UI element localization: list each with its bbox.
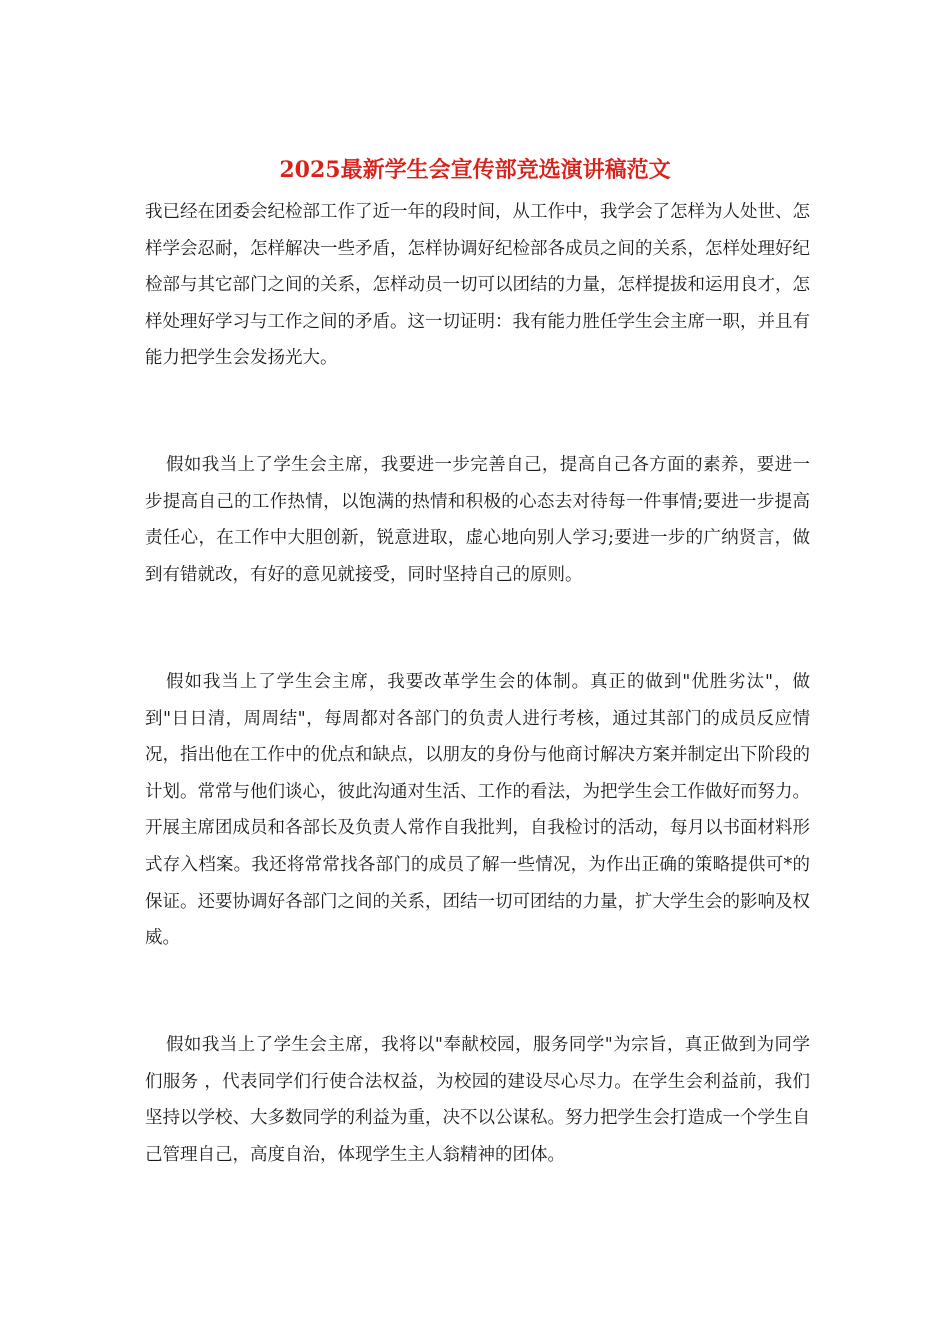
paragraph-1: 我已经在团委会纪检部工作了近一年的段时间，从工作中，我学会了怎样为人处世、怎样学会忍耐，怎样解决一些矛盾，怎样协调好纪检部各成员之间的关系，怎样处理好纪检部与其它部门之间的关系，怎样动员一切可以团结的力量，怎样提拔和运用良才，怎样处理好学习与工作之间的矛盾。这一切证明：我有能力胜任学生会主席一职，并且有能力把学生会发扬光大。 bbox=[145, 202, 810, 369]
paragraph-3: 假如我当上了学生会主席，我要改革学生会的体制。真正的做到"优胜劣汰"，做到"日日清，周周结"，每周都对各部门的负责人进行考核，通过其部门的成员反应情况，指出他在工作中的优点和缺点，以朋友的身份与他商讨解决方案并制定出下阶段的计划。常常与他们谈心，彼此沟通对生活、工作的看法，为把学生会工作做好而努力。开展主席团成员和各部长及负责人常作自我批判，自我检讨的活动，每月以书面材料形式存入档案。我还将常常找各部门的成员了解一些情况，为作出正确的策略提供可*的保证。还要协调好各部门之间的关系，团结一切可团结的力量，扩大学生会的影响及权威。 bbox=[145, 672, 810, 949]
document-title: 2025最新学生会宣传部竞选演讲稿范文 bbox=[279, 157, 671, 183]
paragraph-4: 假如我当上了学生会主席，我将以"奉献校园，服务同学"为宗旨，真正做到为同学们服务 ，代表同学们行使合法权益，为校园的建设尽心尽力。在学生会利益前，我们坚持以学校、大多数同学的利益为重，决不以公谋私。努力把学生会打造成一个学生自己管理自己，高度自治，体现学生主人翁精神的团体。 bbox=[145, 1035, 810, 1165]
paragraph-2: 假如我当上了学生会主席，我要进一步完善自己，提高自己各方面的素养，要进一步提高自己的工作热情，以饱满的热情和积极的心态去对待每一件事情;要进一步提高责任心，在工作中大胆创新，锐意进取，虚心地向别人学习;要进一步的广纳贤言，做到有错就改，有好的意见就接受，同时坚持自己的原则。 bbox=[145, 455, 810, 585]
